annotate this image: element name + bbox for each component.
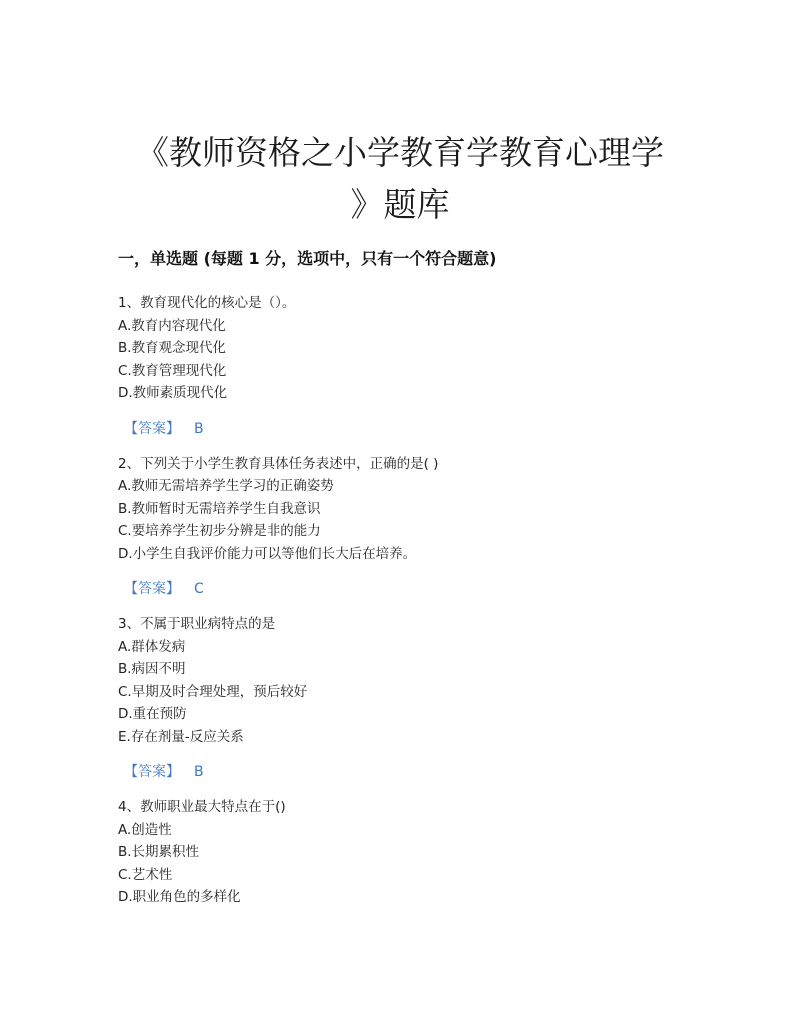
answer-label: 【答案】	[124, 420, 180, 437]
document-title	[0, 127, 800, 231]
question-stem: 4、教师职业最大特点在于()	[118, 799, 286, 815]
option-c: C.要培养学生初步分辨是非的能力	[118, 523, 321, 539]
option-a: A.教师无需培养学生学习的正确姿势	[118, 478, 334, 494]
option-d: D.重在预防	[118, 706, 187, 722]
option-a: A.创造性	[118, 821, 172, 838]
answer-label: 【答案】	[124, 581, 180, 597]
option-b: B.病因不明	[118, 661, 186, 677]
answer-row	[124, 418, 718, 440]
option-a: A.教育内容现代化	[118, 317, 226, 334]
option-e: E.存在剂量-反应关系	[118, 728, 244, 745]
question-list	[118, 292, 718, 909]
title-line-1: 《教师资格之小学教育学教育心理学	[136, 133, 664, 173]
option-b: B.教育观念现代化	[118, 340, 227, 356]
option-c: C.教育管理现代化	[118, 362, 227, 379]
option-d: D.教师素质现代化	[118, 385, 228, 401]
answer-value: B	[194, 764, 204, 780]
question-4	[118, 796, 718, 909]
option-b: B.教师暂时无需培养学生自我意识	[118, 500, 321, 517]
answer-value: B	[194, 420, 204, 437]
option-b: B.长期累积性	[118, 844, 200, 860]
option-c: C.早期及时合理处理，预后较好	[118, 683, 308, 700]
option-a: A.群体发病	[118, 638, 186, 655]
question-stem: 1、教育现代化的核心是（）。	[118, 295, 296, 311]
section-heading: 一，单选题 (每题 1 分，选项中，只有一个符合题意)	[118, 249, 497, 268]
question-stem: 3、不属于职业病特点的是	[118, 616, 276, 632]
question-stem: 2、下列关于小学生教育具体任务表述中，正确的是( )	[118, 455, 439, 472]
option-d: D.职业角色的多样化	[118, 889, 241, 905]
question-2	[118, 453, 718, 601]
answer-row	[124, 578, 718, 600]
option-c: C.艺术性	[118, 866, 173, 883]
title-line-2: 》题库	[350, 185, 450, 225]
question-3	[118, 613, 718, 783]
answer-label: 【答案】	[124, 764, 180, 780]
answer-value: C	[194, 581, 204, 597]
question-1	[118, 292, 718, 440]
option-d: D.小学生自我评价能力可以等他们长大后在培养。	[118, 545, 417, 562]
answer-row	[124, 761, 718, 783]
